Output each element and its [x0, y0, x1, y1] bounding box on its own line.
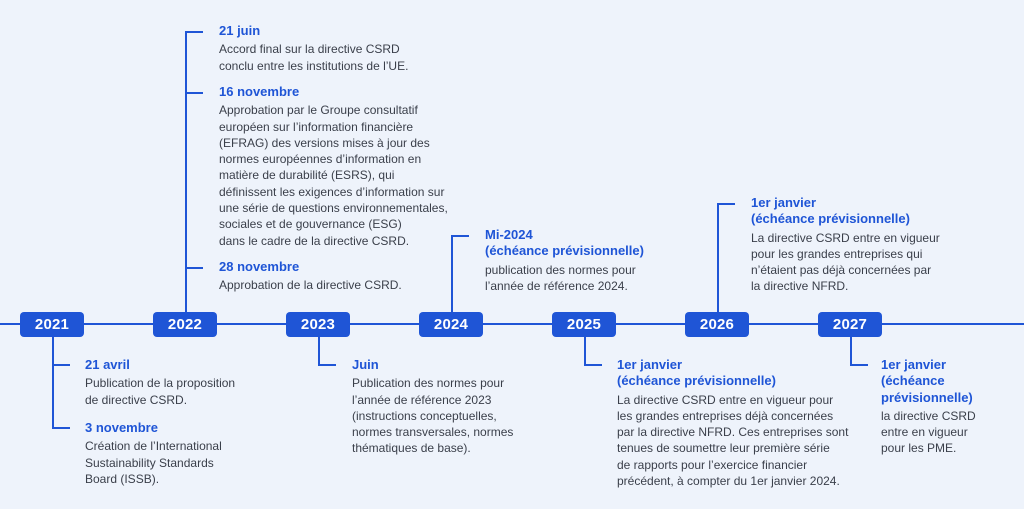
event-description: Approbation par le Groupe consultatif européen sur l’information financière (EFRAG) des versions mises à jour des normes européennes d’information en matière de durabilité (ESRS), qui définissent les exigences d’information sur une série de questions environnementales, sociales et de gouvernance (ESG) dans le cadre de la directive CSRD. [219, 103, 448, 248]
tick-2025 [584, 364, 602, 366]
event-description: La directive CSRD entre en vigueur pour les grandes entreprises déjà concernées par la directive NFRD. Ces entreprises sont tenues de soumettre leur première série de rapports pour l’exercice financier précédent, à compter du 1er janvier 2024. [617, 392, 849, 489]
tick-2021-nov [52, 427, 70, 429]
event-title: 1er janvier (échéance prévisionnelle) [881, 357, 973, 405]
event-2026-1er-janvier [751, 195, 981, 295]
event-title: 16 novembre [219, 84, 300, 99]
event-2025-1er-janvier [617, 357, 877, 489]
event-title: 1er janvier (échéance prévisionnelle) [751, 195, 910, 227]
event-description: Publication des normes pour l’année de référence 2023 (instructions conceptuelles, normes transversales, normes thématiques de base). [352, 376, 514, 456]
event-2021-3-novembre [85, 420, 285, 487]
event-description: Création de l’International Sustainability Standards Board (ISSB). [85, 439, 222, 486]
event-title: Mi-2024 (échéance prévisionnelle) [485, 227, 644, 259]
tick-2022-juin [185, 31, 203, 33]
connector-2022-up [185, 31, 187, 313]
event-description: publication des normes pour l’année de référence 2024. [485, 262, 636, 293]
tick-2023 [318, 364, 336, 366]
event-title: 21 avril [85, 357, 130, 372]
event-title: 3 novembre [85, 420, 158, 435]
tick-2021-avril [52, 364, 70, 366]
event-2022-16-novembre [219, 84, 479, 249]
tick-2026 [717, 203, 735, 205]
event-title: 28 novembre [219, 259, 300, 274]
year-badge-2027: 2027 [818, 312, 882, 337]
event-title: 1er janvier (échéance prévisionnelle) [617, 357, 776, 389]
event-description: la directive CSRD entre en vigueur pour les PME. [881, 408, 976, 456]
event-2022-28-novembre [219, 259, 479, 294]
event-description: Publication de la proposition de directive CSRD. [85, 376, 236, 407]
event-2021-21-avril [85, 357, 285, 408]
year-badge-2021: 2021 [20, 312, 84, 337]
year-badge-2024: 2024 [419, 312, 483, 337]
event-description: La directive CSRD entre en vigueur pour les grandes entreprises qui n’étaient pas déjà concernées par la directive NFRD. [751, 230, 940, 294]
connector-2025-down [584, 336, 586, 366]
connector-2026-up [717, 203, 719, 313]
event-2024-mi [485, 227, 685, 294]
connector-2023-down [318, 336, 320, 366]
event-2022-21-juin [219, 23, 479, 74]
event-description: Accord final sur la directive CSRD conclu entre les institutions de l’UE. [219, 42, 409, 73]
tick-2022-28nov [185, 267, 203, 269]
event-title: Juin [352, 357, 379, 372]
connector-2021-down [52, 336, 54, 428]
year-badge-2022: 2022 [153, 312, 217, 337]
event-description: Approbation de la directive CSRD. [219, 278, 402, 293]
event-2027-1er-janvier [881, 357, 1011, 457]
year-badge-2025: 2025 [552, 312, 616, 337]
year-badge-2026: 2026 [685, 312, 749, 337]
event-2023-juin [352, 357, 552, 457]
tick-2022-16nov [185, 92, 203, 94]
year-badge-2023: 2023 [286, 312, 350, 337]
event-title: 21 juin [219, 23, 261, 38]
